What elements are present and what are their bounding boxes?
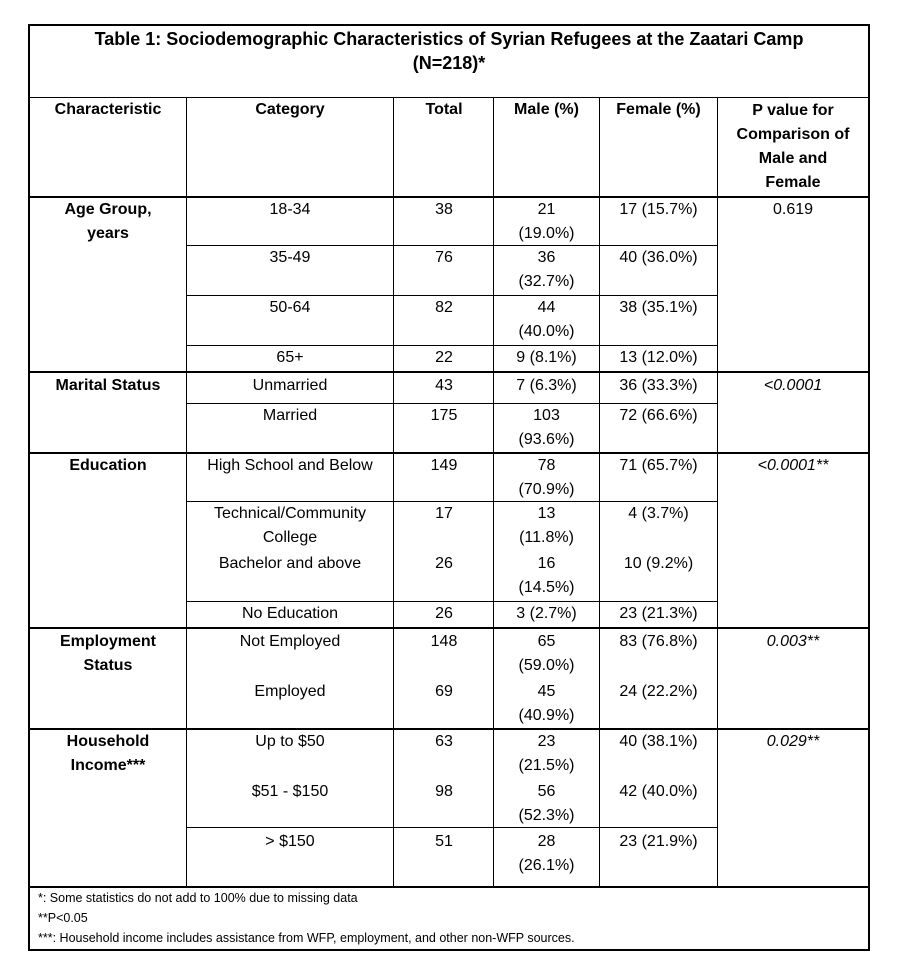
cell-total: 26 <box>435 555 453 572</box>
cell-male-n: 103 <box>533 407 560 424</box>
cell-male-pct: (21.5%) <box>518 757 575 774</box>
header-pvalue-line: Male and <box>758 150 828 167</box>
header-pvalue-line: P value for <box>752 102 834 119</box>
group-label-line: years <box>87 225 129 242</box>
cell-male-n: 36 <box>537 249 556 266</box>
pvalue-marital: <0.0001 <box>763 377 823 394</box>
cell-female: 13 (12.0%) <box>619 349 698 366</box>
cell-male <box>494 780 599 828</box>
cell-female: 24 (22.2%) <box>619 683 698 700</box>
pvalue-age: 0.619 <box>772 201 814 218</box>
cell-female: 40 (38.1%) <box>619 733 698 750</box>
cell-male <box>494 552 599 600</box>
header-pvalue-line: Comparison of <box>736 126 850 143</box>
cell-total: 98 <box>435 783 453 800</box>
header-characteristic: Characteristic <box>54 101 162 118</box>
cell-category-line: Technical/Community <box>213 505 367 522</box>
cell-male-pct: (93.6%) <box>518 431 575 448</box>
cell-male-pct: (70.9%) <box>518 481 575 498</box>
cell-male-n: 65 <box>537 633 556 650</box>
group-divider <box>30 627 868 629</box>
cell-male-pct: (26.1%) <box>518 857 575 874</box>
cell-category: 18-34 <box>269 201 311 218</box>
group-label-line: Status <box>83 657 133 674</box>
cell-total: 38 <box>435 201 453 218</box>
cell-male-n: 44 <box>537 299 556 316</box>
cell-male <box>494 404 599 452</box>
cell-total: 148 <box>430 633 458 650</box>
header-pvalue <box>718 99 868 195</box>
cell-female: 83 (76.8%) <box>619 633 698 650</box>
footer-divider <box>30 886 868 888</box>
cell-female: 38 (35.1%) <box>619 299 698 316</box>
cell-category-line: College <box>262 529 318 546</box>
cell-female: 23 (21.3%) <box>619 605 698 622</box>
cell-male-pct: (52.3%) <box>518 807 575 824</box>
cell-male <box>494 454 599 502</box>
cell-total: 76 <box>435 249 453 266</box>
cell-total: 51 <box>435 833 453 850</box>
cell-male: 7 (6.3%) <box>516 377 577 394</box>
cell-female: 72 (66.6%) <box>619 407 698 424</box>
data-table <box>28 24 870 951</box>
group-divider <box>30 371 868 373</box>
cell-male <box>494 680 599 728</box>
cell-category: Married <box>262 407 318 424</box>
footnote-significance: **P<0.05 <box>38 911 88 925</box>
cell-total: 17 <box>435 505 453 522</box>
pvalue-income: 0.029** <box>766 733 820 750</box>
cell-total: 175 <box>430 407 458 424</box>
cell-category <box>187 502 393 550</box>
group-label-marital: Marital Status <box>55 377 161 394</box>
cell-male-n: 21 <box>537 201 556 218</box>
cell-total: 22 <box>435 349 453 366</box>
cell-male-n: 28 <box>537 833 556 850</box>
pvalue-employment: 0.003** <box>766 633 820 650</box>
cell-total: 63 <box>435 733 453 750</box>
cell-male: 9 (8.1%) <box>516 349 577 366</box>
cell-total: 82 <box>435 299 453 316</box>
header-male: Male (%) <box>514 101 579 118</box>
cell-male <box>494 730 599 778</box>
cell-male-n: 45 <box>537 683 556 700</box>
cell-category: No Education <box>241 605 339 622</box>
cell-male <box>494 296 599 344</box>
cell-male <box>494 502 599 550</box>
group-label-line: Household <box>66 733 150 750</box>
table-title-main: Table 1: Sociodemographic Characteristics of Syrian Refugees at the Zaatari Camp <box>94 29 804 49</box>
cell-category: Not Employed <box>239 633 341 650</box>
cell-male-n: 23 <box>537 733 556 750</box>
table-title-n: (N=218)* <box>412 53 486 73</box>
cell-category: 35-49 <box>269 249 311 266</box>
cell-male <box>494 246 599 294</box>
cell-male-pct: (59.0%) <box>518 657 575 674</box>
group-label-age <box>30 198 186 246</box>
header-female: Female (%) <box>616 101 701 118</box>
cell-category: > $150 <box>265 833 315 850</box>
cell-male-pct: (11.8%) <box>519 529 574 546</box>
cell-female: 4 (3.7%) <box>628 505 689 522</box>
group-label-education: Education <box>69 457 147 474</box>
group-label-income <box>30 730 186 778</box>
header-total: Total <box>425 101 463 118</box>
cell-male: 3 (2.7%) <box>516 605 577 622</box>
cell-female: 71 (65.7%) <box>619 457 698 474</box>
footnote-income: ***: Household income includes assistance from WFP, employment, and other non-WFP sources. <box>38 931 575 945</box>
table-title <box>30 26 868 75</box>
cell-female: 40 (36.0%) <box>619 249 698 266</box>
cell-total: 43 <box>435 377 453 394</box>
header-pvalue-line: Female <box>765 174 821 191</box>
cell-total: 69 <box>435 683 453 700</box>
cell-female: 23 (21.9%) <box>619 833 698 850</box>
footnote-missing-data: *: Some statistics do not add to 100% due to missing data <box>38 891 358 905</box>
group-label-line: Income*** <box>70 757 146 774</box>
cell-total: 149 <box>430 457 458 474</box>
pvalue-education: <0.0001** <box>757 457 829 474</box>
group-label-line: Employment <box>59 633 156 650</box>
cell-category: Up to $50 <box>255 733 325 750</box>
cell-female: 17 (15.7%) <box>619 201 698 218</box>
cell-category: Unmarried <box>252 377 328 394</box>
cell-total: 26 <box>435 605 453 622</box>
cell-male-pct: (40.9%) <box>518 707 575 724</box>
cell-category: 50-64 <box>269 299 311 316</box>
cell-category: $51 - $150 <box>251 783 329 800</box>
cell-male-n: 16 <box>537 555 556 572</box>
row-divider <box>187 827 717 828</box>
header-category: Category <box>255 101 325 118</box>
cell-male-pct: (32.7%) <box>518 273 575 290</box>
cell-male-n: 56 <box>537 783 556 800</box>
cell-category: 65+ <box>276 349 304 366</box>
group-label-line: Age Group, <box>64 201 152 218</box>
cell-female: 10 (9.2%) <box>623 555 694 572</box>
cell-male-pct: (19.0%) <box>518 225 575 242</box>
cell-female: 36 (33.3%) <box>619 377 698 394</box>
cell-female: 42 (40.0%) <box>619 783 698 800</box>
cell-male-pct: (14.5%) <box>518 579 575 596</box>
cell-male-n: 78 <box>537 457 556 474</box>
cell-male-n: 13 <box>537 505 556 522</box>
cell-male <box>494 198 599 246</box>
cell-category: Employed <box>254 683 326 700</box>
cell-category: Bachelor and above <box>218 555 362 572</box>
cell-male <box>494 830 599 878</box>
cell-male-pct: (40.0%) <box>518 323 575 340</box>
group-label-employment <box>30 630 186 678</box>
cell-male <box>494 630 599 678</box>
cell-category: High School and Below <box>207 457 373 474</box>
